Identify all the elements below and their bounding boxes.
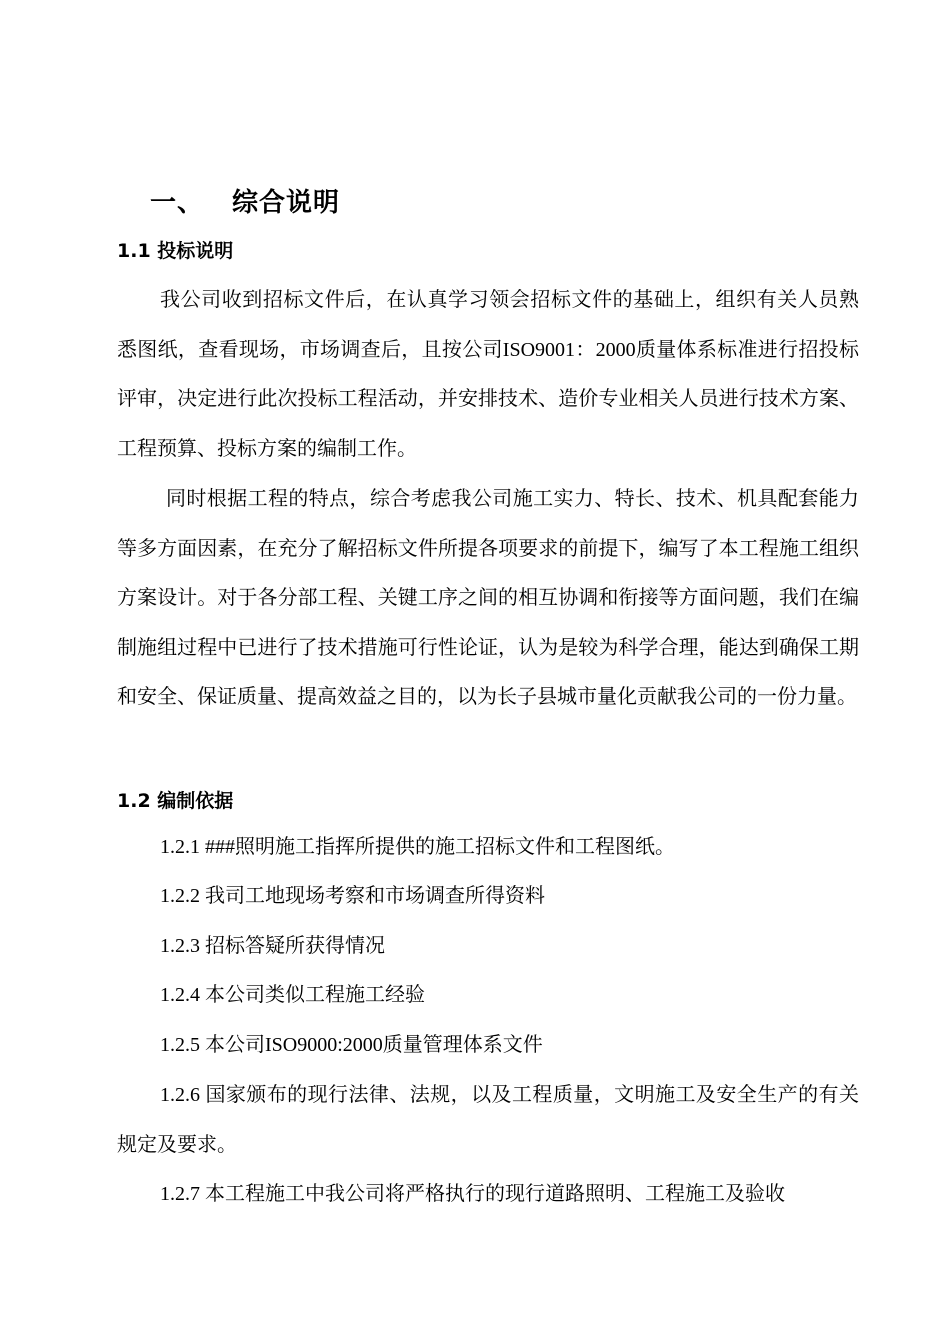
basis-item: 1.2.3 招标答疑所获得情况 [160,935,385,957]
chapter-title [150,182,340,219]
paragraph-bid-design: 同时根据工程的特点，综合考虑我公司施工实力、特长、技术、机具配套能力等多方面因素，在充分了解招标文件所提各项要求的前提下，编写了本工程施工组织方案设计。对于各分部工程、关键工序之间的相互协调和衔接等方面问题，我们在编制施组过程中已进行了技术措施可行性论证，认为是较为科学合理，能达到确保工期和安全、保证质量、提高效益之目的，以为长子县城市量化贡献我公司的一份力量。 [117,488,859,708]
basis-item: 1.2.6 国家颁布的现行法律、法规，以及工程质量，文明施工及安全生产的有关规定及要求。 [117,1084,859,1156]
basis-item: 1.2.1 ###照明施工指挥所提供的施工招标文件和工程图纸。 [160,836,675,858]
section-title-bid-description: 1.1 投标说明 [117,240,234,262]
chapter-number: 一、 [150,188,205,218]
section-title-basis: 1.2 编制依据 [117,790,234,812]
basis-item: 1.2.2 我司工地现场考察和市场调查所得资料 [160,885,545,907]
basis-item: 1.2.4 本公司类似工程施工经验 [160,984,425,1006]
basis-item: 1.2.5 本公司ISO9000:2000质量管理体系文件 [160,1034,543,1056]
chapter-title-text: 综合说明 [232,188,341,218]
basis-item: 1.2.7 本工程施工中我公司将严格执行的现行道路照明、工程施工及验收 [160,1183,785,1205]
paragraph-bid-intro: 我公司收到招标文件后，在认真学习领会招标文件的基础上，组织有关人员熟悉图纸，查看现场，市场调查后，且按公司ISO9001：2000质量体系标准进行招投标评审，决定进行此次投标工程活动，并安排技术、造价专业相关人员进行技术方案、工程预算、投标方案的编制工作。 [117,289,859,460]
